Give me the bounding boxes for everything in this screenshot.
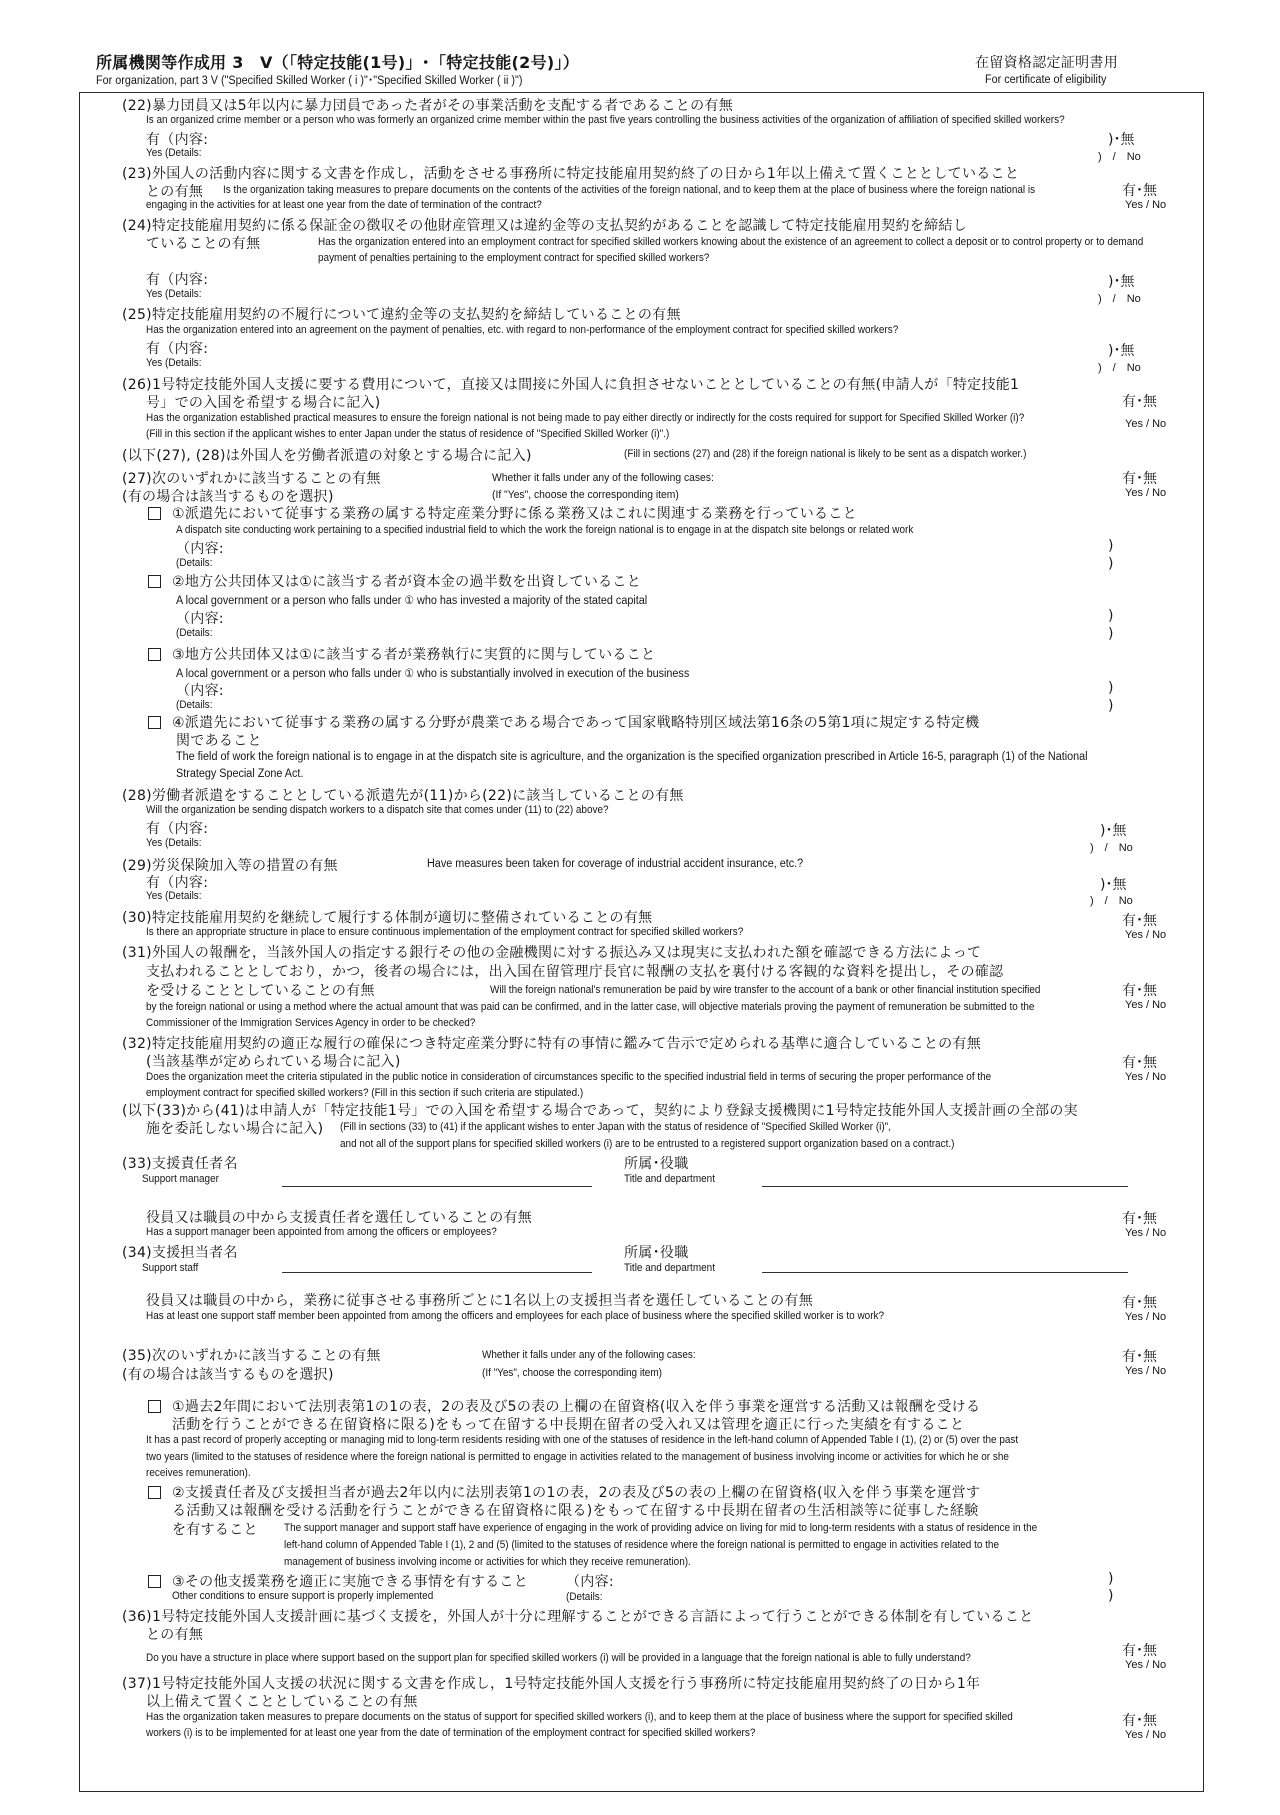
q24-none[interactable]: )･無 (1108, 274, 1135, 290)
q24-text-en-2: payment of penalties pertaining to the employment contract for specified skilled workers? (318, 252, 710, 264)
q24-details-label-en: Yes (Details: (146, 288, 202, 300)
q35-yes-no[interactable]: 有･無 (1122, 1349, 1157, 1365)
q35-option-3-checkbox[interactable] (148, 1575, 161, 1588)
q27-option-3-details: （内容: (176, 683, 224, 699)
q25-none[interactable]: )･無 (1108, 343, 1135, 359)
q27-option-4-checkbox[interactable] (148, 716, 161, 729)
q27-text: (27)次のいずれかに該当することの有無 (122, 471, 381, 487)
q22-details-label-en: Yes (Details: (146, 147, 202, 159)
q33-label: (33)支援責任者名 (122, 1156, 238, 1172)
q30-text-en: Is there an appropriate structure in place to ensure continuous implementation of the employment contract for specified skilled workers? (146, 926, 744, 938)
q22-none[interactable]: )･無 (1108, 132, 1135, 148)
q35-yes-no-en: Yes / No (1125, 1365, 1167, 1377)
q26-text-2: 号」での入国を希望する場合に記入) (146, 395, 381, 411)
form-title-en: For organization, part 3 V ("Specified Skilled Worker ( i )"･"Specified Skilled Worker ( ii )") (96, 75, 523, 87)
q35-text-en-2: (If "Yes", choose the corresponding item) (482, 1367, 662, 1379)
q34-sub-en: Has at least one support staff member been appointed from among the officers and employees for each place of business where the specified skilled worker is to work? (146, 1310, 885, 1322)
q34-yes-no-en: Yes / No (1125, 1311, 1167, 1323)
q37-yes-no[interactable]: 有･無 (1122, 1713, 1157, 1729)
q24-text: (24)特定技能雇用契約に係る保証金の徴収その他財産管理又は違約金等の支払契約があることを認識して特定技能雇用契約を締結し (122, 218, 968, 234)
q33-label-en: Support manager (142, 1173, 219, 1185)
q35-text-2: (有の場合は該当するものを選択) (122, 1367, 334, 1383)
q27-option-1-close: ) (1108, 538, 1114, 554)
q27-option-2-details-en: (Details: (176, 627, 213, 639)
support-staff-title-field[interactable] (762, 1272, 1128, 1273)
q32-text-2: (当該基準が定められている場合に記入) (146, 1054, 401, 1070)
q27-option-1-checkbox[interactable] (148, 507, 161, 520)
q29-none-en: ) / No (1090, 895, 1133, 907)
q23-text-en: Is the organization taking measures to prepare documents on the contents of the activities of the foreign national, and to keep them at the place of business where the foreign national is (223, 184, 1036, 196)
q35-option-2-3: を有すること (172, 1522, 258, 1538)
q31-text-2: 支払われることとしており，かつ，後者の場合には，出入国在留管理庁長官に報酬の支払を裏付ける客観的な資料を提出し，その確認 (146, 964, 1004, 980)
q24-details-label: 有（内容: (146, 272, 209, 288)
q34-sub: 役員又は職員の中から，業務に従事させる事務所ごとに1名以上の支援担当者を選任していることの有無 (146, 1293, 814, 1309)
q30-yes-no[interactable]: 有･無 (1122, 913, 1157, 929)
q23-yes-no-en: Yes / No (1125, 199, 1167, 211)
note-33-41: (以下(33)から(41)は申請人が「特定技能1号」での入国を希望する場合であって，契約により登録支援機関に1号特定技能外国人支援計画の全部の実 (122, 1103, 1078, 1119)
q27-option-1-details-en: (Details: (176, 557, 213, 569)
q35-option-1-2: 活動を行うことができる在留資格に限る)をもって在留する中長期在留者の受入れ又は管理を適正に行った実績を有すること (172, 1417, 965, 1433)
q25-none-en: ) / No (1098, 362, 1141, 374)
q35-option-3-details: （内容: (566, 1574, 614, 1590)
q27-option-3-close: ) (1108, 680, 1114, 696)
q33-sub: 役員又は職員の中から支援責任者を選任していることの有無 (146, 1210, 533, 1226)
q24-text-2: ていることの有無 (146, 236, 261, 252)
q35-option-2-en-2: left-hand column of Appended Table I (1), 2 and (5) (limited to the statuses of residence where the foreign national is permitted to engage in activities related to the (284, 1539, 1000, 1551)
q33-title-label: 所属･役職 (624, 1156, 689, 1172)
q22-none-en: ) / No (1098, 151, 1141, 163)
q22-text-en: Is an organized crime member or a person who was formerly an organized crime member within the past five years controlling the business activities of the organization of affiliation of specified skilled workers? (146, 114, 1065, 126)
q33-yes-no[interactable]: 有･無 (1122, 1211, 1157, 1227)
q35-option-3: ③その他支援業務を適正に実施できる事情を有すること (172, 1574, 529, 1590)
q28-text: (28)労働者派遣をすることとしている派遣先が(11)から(22)に該当していることの有無 (122, 788, 684, 804)
q35-option-1-en-3: receives remuneration). (146, 1467, 251, 1479)
q29-none[interactable]: )･無 (1100, 877, 1127, 893)
q35-option-2-2: る活動又は報酬を受ける活動を行うことができる在留資格に限る)をもって在留する中長期在留者の生活相談等に従事した経験 (172, 1503, 979, 1519)
q27-option-1-details: （内容: (176, 541, 224, 557)
q35-option-3-close-en: ) (1108, 1588, 1114, 1604)
q36-text-2: との有無 (146, 1627, 204, 1643)
q23-yes-no[interactable]: 有･無 (1122, 183, 1157, 199)
q35-option-2: ②支援責任者及び支援担当者が過去2年以内に法別表第1の1の表，2の表及び5の表の上欄の在留資格(収入を伴う事業を運営す (172, 1485, 981, 1501)
support-staff-name-field[interactable] (282, 1272, 592, 1273)
support-manager-title-field[interactable] (762, 1186, 1128, 1187)
q33-sub-en: Has a support manager been appointed from among the officers or employees? (146, 1226, 497, 1238)
q27-option-2-close-en: ) (1108, 626, 1114, 642)
q25-text-en: Has the organization entered into an agreement on the payment of penalties, etc. with regard to non-performance of the employment contract for specified skilled workers? (146, 324, 899, 336)
q35-option-2-en-3: management of business involving income or activities for which they receive remuneration). (284, 1556, 691, 1568)
q30-text: (30)特定技能雇用契約を継続して履行する体制が適切に整備されていることの有無 (122, 910, 653, 926)
q27-text-en: Whether it falls under any of the following cases: (492, 472, 714, 484)
q27-option-2-en: A local government or a person who falls under ① who has invested a majority of the stated capital (176, 595, 648, 607)
q32-text: (32)特定技能雇用契約の適正な履行の確保につき特定産業分野に特有の事情に鑑みて告示で定められる基準に適合していることの有無 (122, 1036, 982, 1052)
q33-yes-no-en: Yes / No (1125, 1227, 1167, 1239)
q27-option-2: ②地方公共団体又は①に該当する者が資本金の過半数を出資していること (172, 574, 641, 590)
q34-yes-no[interactable]: 有･無 (1122, 1295, 1157, 1311)
q27-option-1-close-en: ) (1108, 556, 1114, 572)
q34-label: (34)支援担当者名 (122, 1245, 238, 1261)
q31-text-3: を受けることとしていることの有無 (146, 983, 375, 999)
q27-option-3-close-en: ) (1108, 698, 1114, 714)
q31-yes-no-en: Yes / No (1125, 999, 1167, 1011)
q27-option-2-checkbox[interactable] (148, 575, 161, 588)
form-title: 所属機関等作成用 3 V（「特定技能(1号)」･「特定技能(2号)」） (96, 53, 580, 72)
q31-text-en: Will the foreign national's remuneration be paid by wire transfer to the account of a bank or other financial institution specified (490, 984, 1041, 996)
q27-option-4: ④派遣先において従事する業務の属する分野が農業である場合であって国家戦略特別区域法第16条の5第1項に規定する特定機 (172, 715, 980, 731)
q35-option-3-en: Other conditions to ensure support is properly implemented (172, 1590, 434, 1602)
q31-yes-no[interactable]: 有･無 (1122, 983, 1157, 999)
q34-title-label: 所属･役職 (624, 1245, 689, 1261)
form-purpose-en: For certificate of eligibility (985, 74, 1107, 86)
q27-option-3-en: A local government or a person who falls under ① who is substantially involved in execution of the business (176, 668, 690, 680)
q29-details-label-en: Yes (Details: (146, 890, 202, 902)
q28-none[interactable]: )･無 (1100, 823, 1127, 839)
q29-text: (29)労災保険加入等の措置の有無 (122, 858, 338, 874)
q31-text-en-2: by the foreign national or using a method where the actual amount that was paid can be confirmed, and in the latter case, will objective materials proving the payment of remuneration be submitted to the (146, 1001, 1035, 1013)
q33-title-label-en: Title and department (624, 1173, 715, 1185)
q27-option-2-details: （内容: (176, 611, 224, 627)
q24-text-en: Has the organization entered into an employment contract for specified skilled workers knowing about the existence of an agreement to collect a deposit or to control property or to demand (318, 236, 1144, 248)
q27-option-4-2: 関であること (176, 733, 262, 749)
q35-option-1-en: It has a past record of properly accepting or managing mid to long-term residents residing with one of the statuses of residence in the left-hand column of Appended Table I (1), (2) or (5) over the past (146, 1434, 1019, 1446)
q36-yes-no-en: Yes / No (1125, 1659, 1167, 1671)
q28-none-en: ) / No (1090, 842, 1133, 854)
q34-label-en: Support staff (142, 1262, 199, 1274)
note-27-28-en: (Fill in sections (27) and (28) if the foreign national is likely to be sent as a dispatch worker.) (624, 448, 1027, 460)
note-33-41-2: 施を委託しない場合に記入) (146, 1121, 324, 1137)
q35-option-3-close: ) (1108, 1571, 1114, 1587)
q31-text: (31)外国人の報酬を，当該外国人の指定する銀行その他の金融機関に対する振込み又は現実に支払われた額を確認できる方法によって (122, 945, 982, 961)
q36-text-en: Do you have a structure in place where support based on the support plan for specified skilled workers (i) will be provided in a language that the foreign national is able to fully understand? (146, 1652, 971, 1664)
q35-text: (35)次のいずれかに該当することの有無 (122, 1348, 381, 1364)
q37-text: (37)1号特定技能外国人支援の状況に関する文書を作成し，1号特定技能外国人支援を行う事務所に特定技能雇用契約終了の日から1年 (122, 1676, 981, 1692)
q32-text-en: Does the organization meet the criteria stipulated in the public notice in consideration of circumstances specific to the specified industrial field in terms of securing the proper performance of the (146, 1071, 992, 1083)
q29-details-label: 有（内容: (146, 875, 209, 891)
q35-option-1-checkbox[interactable] (148, 1400, 161, 1413)
q22-details-label: 有（内容: (146, 132, 209, 148)
q29-text-en: Have measures been taken for coverage of industrial accident insurance, etc.? (427, 858, 804, 870)
q32-yes-no-en: Yes / No (1125, 1071, 1167, 1083)
q28-details-label: 有（内容: (146, 821, 209, 837)
q35-option-1: ①過去2年間において法別表第1の1の表，2の表及び5の表の上欄の在留資格(収入を伴う事業を運営する活動又は報酬を受ける (172, 1399, 981, 1415)
q27-option-3-checkbox[interactable] (148, 648, 161, 661)
q35-option-1-en-2: two years (limited to the statuses of residence where the foreign national is permitted to engage in activities related to the management of business involving income or activities for which he or she (146, 1451, 1009, 1463)
note-33-41-en-2: and not all of the support plans for specified skilled workers (i) are to be entrusted to a registered support organization based on a contract.) (340, 1138, 955, 1150)
q34-title-label-en: Title and department (624, 1262, 715, 1274)
q24-none-en: ) / No (1098, 293, 1141, 305)
q26-text-en: Has the organization established practical measures to ensure the foreign national is not being made to pay either directly or indirectly for the costs required for support for Specified Skilled Worker (i)? (146, 412, 1025, 424)
note-33-41-en: (Fill in sections (33) to (41) if the applicant wishes to enter Japan with the status of residence of "Specified Skilled Worker (i)", (340, 1121, 891, 1133)
note-27-28: (以下(27), (28)は外国人を労働者派遣の対象とする場合に記入) (122, 448, 532, 464)
q26-yes-no-en: Yes / No (1125, 418, 1167, 430)
q27-option-4-en: The field of work the foreign national is to engage in at the dispatch site is agriculture, and the organization is the specified organization prescribed in Article 16-5, paragraph (1) of the National (176, 751, 1088, 763)
q35-option-2-en: The support manager and support staff have experience of engaging in the work of providing advice on living for mid to long-term residents with a status of residence in the (284, 1522, 1038, 1534)
q30-yes-no-en: Yes / No (1125, 929, 1167, 941)
q28-text-en: Will the organization be sending dispatch workers to a dispatch site that comes under (11) to (22) above? (146, 804, 609, 816)
q27-option-4-en-2: Strategy Special Zone Act. (176, 768, 304, 780)
q25-details-label: 有（内容: (146, 341, 209, 357)
q36-yes-no[interactable]: 有･無 (1122, 1643, 1157, 1659)
q23-text-2: との有無 (146, 184, 204, 200)
q22-text: (22)暴力団員又は5年以内に暴力団員であった者がその事業活動を支配する者であることの有無 (122, 98, 734, 114)
q37-text-2: 以上備えて置くこととしていることの有無 (146, 1694, 418, 1710)
q36-text: (36)1号特定技能外国人支援計画に基づく支援を，外国人が十分に理解することができる言語によって行うことができる体制を有していること (122, 1609, 1034, 1625)
q27-option-3-details-en: (Details: (176, 699, 213, 711)
q37-text-en: Has the organization taken measures to prepare documents on the status of support for specified skilled workers (i), and to keep them at the place of business where the support for specified skilled (146, 1711, 1013, 1723)
support-manager-name-field[interactable] (282, 1186, 592, 1187)
q27-option-2-close: ) (1108, 608, 1114, 624)
q32-yes-no[interactable]: 有･無 (1122, 1055, 1157, 1071)
form-purpose: 在留資格認定証明書用 (975, 55, 1118, 71)
q23-text: (23)外国人の活動内容に関する文書を作成し，活動をさせる事務所に特定技能雇用契約終了の日から1年以上備えて置くこととしていること (122, 166, 1020, 182)
q27-option-3: ③地方公共団体又は①に該当する者が業務執行に実質的に関与していること (172, 647, 656, 663)
q27-text-2: (有の場合は該当するものを選択) (122, 489, 334, 505)
q27-yes-no-en: Yes / No (1125, 487, 1167, 499)
q26-text-en-2: (Fill in this section if the applicant wishes to enter Japan under the status of residence of "Specified Skilled Worker (i)".) (146, 428, 670, 440)
q27-option-1: ①派遣先において従事する業務の属する特定産業分野に係る業務又はこれに関連する業務を行っていること (172, 506, 857, 522)
q25-details-label-en: Yes (Details: (146, 357, 202, 369)
q32-text-en-2: employment contract for specified skilled workers? (Fill in this section if such criteria are stipulated.) (146, 1087, 584, 1099)
q35-option-2-checkbox[interactable] (148, 1486, 161, 1499)
q35-option-3-details-en: (Details: (566, 1591, 603, 1603)
q27-text-en-2: (If "Yes", choose the corresponding item) (492, 489, 679, 501)
q31-text-en-3: Commissioner of the Immigration Services Agency in order to be checked? (146, 1017, 476, 1029)
q25-text: (25)特定技能雇用契約の不履行について違約金等の支払契約を締結していることの有無 (122, 307, 681, 323)
q37-yes-no-en: Yes / No (1125, 1729, 1167, 1741)
q27-yes-no[interactable]: 有･無 (1122, 471, 1157, 487)
q37-text-en-2: workers (i) is to be implemented for at least one year from the date of termination of the employment contract for specified skilled workers? (146, 1727, 756, 1739)
q23-text-en-2: engaging in the activities for at least one year from the date of termination of the contract? (146, 199, 542, 211)
q27-option-1-en: A dispatch site conducting work pertaining to a specified industrial field to which the work the foreign national is to engage in at the dispatch site belongs or related work (176, 524, 914, 536)
q35-text-en: Whether it falls under any of the following cases: (482, 1349, 696, 1361)
q26-text: (26)1号特定技能外国人支援に要する費用について，直接又は間接に外国人に負担させないこととしていることの有無(申請人が「特定技能1 (122, 377, 1020, 393)
q26-yes-no[interactable]: 有･無 (1122, 394, 1157, 410)
q28-details-label-en: Yes (Details: (146, 837, 202, 849)
